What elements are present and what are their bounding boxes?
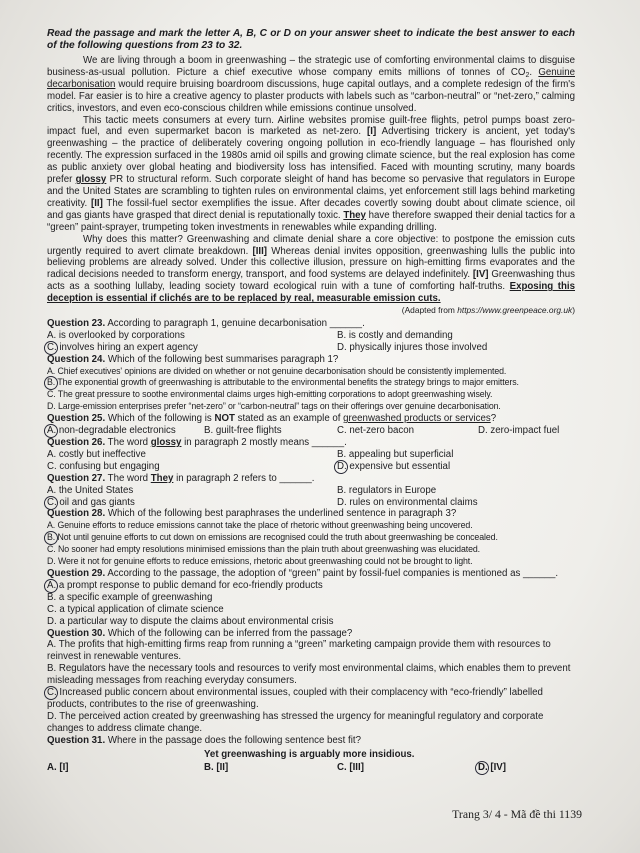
option-letter: D. [47,710,57,722]
option-letter: D. [337,341,347,353]
option-text: The profits that high-emitting firms reap from running a “green” marketing campaign provide them with resources to reinvest in renewable ventures. [47,639,551,663]
passage-text: We are living through a boom in greenwashing – the strategic use of comforting environmental claims to disguise business-as-usual pollution. Picture a chief executive whose company emits millions of tonnes of CO [47,55,575,78]
option-a [47,762,204,774]
question-30 [47,628,575,735]
source-url: https://www.greenpeace.org.uk [457,305,573,316]
option-text: appealing but superficial [348,448,454,460]
options [47,425,575,437]
question-text: The word [107,437,151,448]
question-stem [47,413,575,425]
option-text: non-degradable electronics [58,425,176,437]
option-letter: B. [337,448,347,460]
question-stem [47,735,575,747]
question-stem [47,473,575,485]
option-text: guilt-free flights [215,425,282,437]
question-text: The word [107,472,151,484]
option-letter: B. [204,762,214,774]
option-text: Not until genuine efforts to cut down on emissions are recognised could the truth about greenwashing be concealed. [57,532,498,543]
question-label: Question 30. [47,627,106,639]
passage-text: would require bruising boardroom discussions, huge capital outlays, and a complete redesign of the firm's model. Far easier is to hire a creative agency to plaster products with labels such as “carbon-neutral” or “net-zero,” calming critics, investors, and even eco-conscious children while emissions continue unsolved. [47,78,575,114]
option-a [47,485,337,497]
option-letter: D. [47,615,57,627]
options [47,485,575,509]
highlighted-word-they: They [343,209,366,221]
options [47,580,575,628]
option-letter: C. [47,341,57,353]
passage-paragraph-2 [47,115,575,234]
option-letter: B. [204,425,214,437]
question-label: Question 31. [47,734,106,746]
question-text: Which of the following can be inferred from the passage? [107,627,353,639]
question-text: Where in the passage does the following sentence best fit? [107,734,361,746]
option-text: [I] [59,762,69,774]
question-text: Which of the following best paraphrases the underlined sentence in paragraph 3? [107,508,457,520]
passage-text: Advertising trickery is ancient, yet today's greenwashing – the practice of deliberately covering ongoing pollution in eco-friendly language – has flourished only recently. The expression surfaced in the 1980s amid oil spills and growing climate science, but the real explosion has come as public anxiety over global heating and biodiversity loss has intensified. Faced with mounting scrutiny, many boards prefer [47,126,575,186]
option-b [204,762,337,774]
option-text: The great pressure to soothe environmental claims urges high-emitting corporations to adopt greenwashing wisely. [57,389,493,400]
option-letter: A. [47,579,57,591]
option-text: involves hiring an expert agency [59,341,198,353]
insertion-marker-i: [I] [367,126,377,138]
option-c [337,425,478,437]
highlighted-word-they: They [150,472,174,484]
question-text: According to the passage, the adoption of “green” paint by fossil-fuel companies is mentioned as ______. [107,567,559,579]
passage-paragraph-1 [47,55,575,115]
option-letter: B. [47,532,56,543]
option-letter: A. [47,365,56,376]
source-suffix: ) [572,305,575,316]
subscript-2: 2 [525,71,530,79]
option-d [337,497,575,509]
option-b [337,485,575,497]
options [47,762,575,774]
exam-page [47,28,575,774]
option-letter: D. [47,401,56,412]
option-a [47,520,575,532]
option-c [47,544,575,556]
option-a [47,580,575,592]
option-letter: A. [47,329,57,341]
option-text: a particular way to dispute the claims about environmental crisis [59,615,334,627]
underlined-sentence: Exposing this deception is essential if clichés are to be replaced by real, measurable emission cuts. [47,281,576,305]
option-text: The exponential growth of greenwashing is attributable to the environmental benefits the strategy brings to major emitters. [57,377,519,388]
option-b [337,449,575,461]
option-text: zero-impact fuel [490,425,560,437]
option-letter: D. [337,496,347,508]
option-d [337,461,575,473]
question-24 [47,354,575,414]
question-28 [47,508,575,568]
passage-text: Whereas denial invites opposition, greenwashing lulls the public into believing problems are already solved. Under this collective illusion, pressure on high-emitting firms evaporates and the radical decisions needed to transform energy, transport, and food systems are delayed indefinitely. [47,245,575,281]
passage-text: This tactic meets consumers at every turn. Airline websites promise guilt-free flights, petrol pumps boast zero-impact fuel, and even supermarket bacon is marketed as net-zero. [47,114,575,138]
option-letter: A. [47,639,57,651]
option-b [47,377,575,389]
passage-paragraph-3 [47,234,575,305]
question-stem [47,508,575,520]
question-stem [47,568,575,580]
option-text: [II] [216,762,229,774]
option-text: rules on environmental claims [349,496,478,508]
option-d [47,556,575,568]
option-text: confusing but engaging [59,460,160,472]
option-letter: B. [47,591,57,603]
question-label: Question 28. [47,508,106,520]
option-text: No sooner had empty resolutions minimised emissions than the plain truth about greenwashing was elucidated. [57,544,481,555]
instructions: Read the passage and mark the letter A, B, C or D on your answer sheet to indicate the best answer to each of the following questions from 23 to 32. [47,28,575,51]
option-a [47,449,337,461]
option-letter: B. [47,663,57,675]
option-c [47,389,575,401]
passage-text: The fossil-fuel sector exemplifies the issue. After decades covertly sowing doubt about climate science, oil and gas giants have grasped that direct denial is reputationally toxic. [47,197,575,221]
question-text: According to paragraph 1, genuine decarbonisation ______. [107,317,365,329]
option-d [337,342,575,354]
option-letter: B. [47,377,56,388]
option-text: Were it not for genuine efforts to reduce emissions, rhetoric about greenwashing could not be brought to light. [57,556,473,567]
question-label: Question 26. [47,437,106,448]
option-c [47,687,575,711]
option-b [204,425,337,437]
option-text: a typical application of climate science [59,603,224,615]
option-letter: C. [337,762,347,774]
question-label: Question 24. [47,353,106,365]
option-d [478,762,575,774]
option-c [47,604,575,616]
question-text: Which of the following best summarises paragraph 1? [107,353,339,365]
options [47,639,575,734]
option-b [47,532,575,544]
question-text: in paragraph 2 refers to ______. [173,472,315,484]
option-letter: C. [47,460,57,472]
option-text: Regulators have the necessary tools and resources to verify most environmental claims, which enables them to prevent misleading messages from reaching everyday consumers. [47,663,571,687]
passage-text: Greenwashing thus acts as a soothing lullaby, leading society toward ecological ruin with a tune of comforting half-truths. [47,269,575,293]
option-d [47,401,575,413]
options [47,449,575,473]
page-footer: Trang 3/ 4 - Mã đề thi 1139 [452,807,582,821]
highlighted-word-glossy: glossy [75,174,107,186]
question-label: Question 23. [47,317,106,329]
passage-text: . [529,66,539,78]
option-letter: D. [478,762,488,774]
insertion-marker-ii: [II] [90,197,103,209]
option-text: [IV] [490,762,506,774]
option-letter: B. [337,329,347,341]
question-label: Question 25. [47,413,106,425]
option-letter: A. [47,448,57,460]
source-citation [47,305,575,317]
underlined-phrase: Genuine decarbonisation [47,66,575,90]
question-31 [47,735,575,775]
option-text: physically injures those involved [349,341,488,353]
option-text: regulators in Europe [348,484,437,496]
option-c [47,342,337,354]
option-a [47,425,204,437]
question-stem [47,318,575,330]
option-letter: A. [47,484,57,496]
option-text: a prompt response to public demand for eco-friendly products [58,579,323,591]
option-a [47,639,575,663]
question-label: Question 27. [47,472,106,484]
options [47,330,575,354]
question-text: Which of the following is [107,413,215,425]
option-d [478,425,575,437]
insertion-marker-iv: [IV] [472,269,489,281]
option-letter: B. [337,484,347,496]
options [47,520,575,568]
option-letter: D. [47,556,56,567]
option-b [337,330,575,342]
option-letter: C. [47,496,57,508]
option-text: Large-emission enterprises prefer “net-zero” or “carbon-neutral” tags on their offerings over genuine decarbonisation. [57,401,501,412]
question-25 [47,413,575,437]
passage-text: Why does this matter? Greenwashing and climate denial share a core objective: to postpone the emission cuts urgently required to avert climate breakdown. [47,233,575,257]
option-letter: C. [47,687,57,699]
sentence-to-insert: Yet greenwashing is arguably more insidious. [204,748,415,760]
option-d [47,711,575,735]
option-b [47,663,575,687]
options [47,366,575,414]
option-text: Increased public concern about environmental issues, coupled with their complacency with “eco-friendly” labelled products, contributes to the rise of greenwashing. [47,687,543,710]
option-b [47,592,575,604]
question-label: Question 29. [47,567,106,579]
option-text: the United States [58,484,134,496]
option-text: net-zero bacon [349,425,415,437]
insertion-marker-iii: [III] [252,245,268,257]
option-c [47,497,337,509]
option-text: Chief executives' opinions are divided on whether or not genuine decarbonisation should be consistently implemented. [57,365,507,376]
option-letter: D. [478,425,488,437]
option-text: a specific example of greenwashing [58,591,213,603]
option-a [47,366,575,378]
option-letter: C. [47,544,56,555]
option-a [47,330,337,342]
question-text: stated as an example of [234,413,344,425]
option-text: is costly and demanding [348,329,453,341]
source-prefix: (Adapted from [401,305,458,316]
option-letter: A. [47,425,57,437]
option-d [47,616,575,628]
option-text: expensive but essential [349,460,451,472]
option-text: Genuine efforts to reduce emissions cannot take the place of rhetoric without greenwashing being uncovered. [57,520,473,531]
highlighted-word-glossy: glossy [150,437,182,448]
passage-text: PR to structural reform. Such corporate sleight of hand has become so pervasive that regulators in Europe and the United States are scrambling to tighten rules on environmental claims, yet enforcement still lags behind marketing creativity. [47,174,576,209]
option-text: oil and gas giants [59,496,135,508]
option-letter: C. [47,603,57,615]
question-text: ? [490,413,497,425]
option-letter: C. [47,389,56,400]
option-letter: C. [337,425,347,437]
option-c [47,461,337,473]
option-c [337,762,478,774]
option-letter: A. [47,520,56,531]
option-letter: D. [337,460,347,472]
option-text: [III] [349,762,364,774]
option-text: is overlooked by corporations [58,329,185,341]
option-text: The perceived action created by greenwashing has stressed the urgency for meaningful regulatory and corporate changes to address climate change. [47,710,544,734]
option-letter: A. [47,762,57,774]
option-text: costly but ineffective [58,448,146,460]
underlined-phrase: greenwashed products or services [343,413,491,425]
question-stem [47,354,575,366]
question-27 [47,473,575,509]
question-stem [47,628,575,640]
emphasis-not: NOT [214,413,235,425]
question-text: in paragraph 2 mostly means ______. [181,437,347,448]
question-23 [47,318,575,354]
question-26 [47,437,575,473]
question-29 [47,568,575,628]
passage-text: have therefore swapped their denial tactics for a “green” paint-sprayer, trumpeting token investments in renewables while expanding drilling. [47,209,575,233]
question-stem [47,437,575,449]
